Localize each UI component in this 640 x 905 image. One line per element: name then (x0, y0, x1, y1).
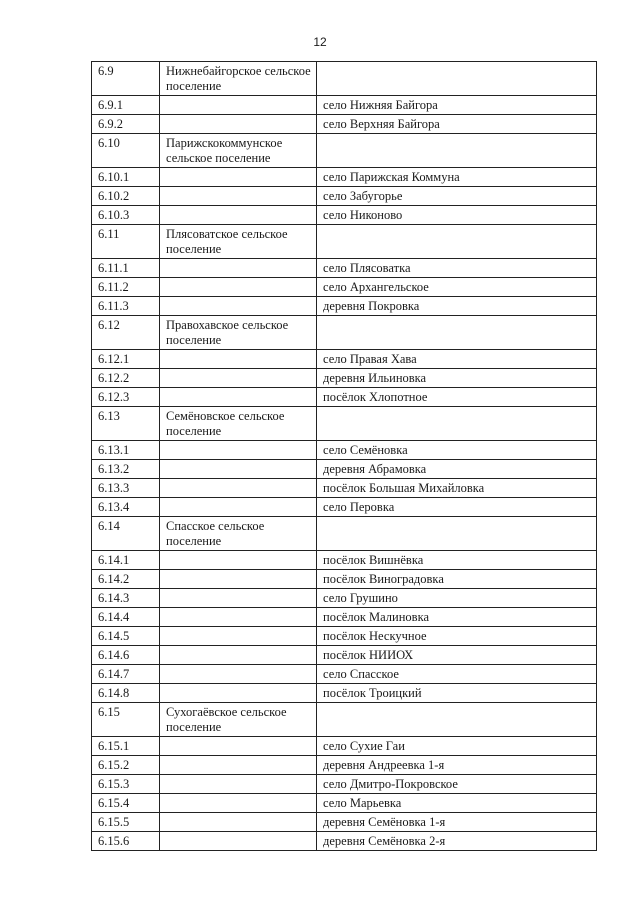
locality-name-cell: посёлок Троицкий (317, 684, 597, 703)
row-number-cell: 6.10.3 (92, 206, 160, 225)
row-number-cell: 6.13.1 (92, 441, 160, 460)
row-number-cell: 6.14.2 (92, 570, 160, 589)
locality-name-cell: посёлок Малиновка (317, 608, 597, 627)
locality-name-cell: посёлок Виноградовка (317, 570, 597, 589)
settlement-row (92, 407, 597, 441)
locality-name-cell: село Дмитро-Покровское (317, 775, 597, 794)
locality-row (92, 665, 597, 684)
settlement-name-cell (160, 684, 317, 703)
locality-row (92, 278, 597, 297)
locality-name-cell: посёлок Хлопотное (317, 388, 597, 407)
locality-name-cell: деревня Семёновка 1-я (317, 813, 597, 832)
settlement-row (92, 62, 597, 96)
settlement-name-cell: Семёновское сельское поселение (160, 407, 317, 441)
locality-name-cell: село Никоново (317, 206, 597, 225)
settlement-name-cell (160, 187, 317, 206)
settlement-row (92, 225, 597, 259)
row-number-cell: 6.12.2 (92, 369, 160, 388)
row-number-cell: 6.15.6 (92, 832, 160, 851)
settlement-name-cell (160, 441, 317, 460)
row-number-cell: 6.10 (92, 134, 160, 168)
locality-row (92, 96, 597, 115)
locality-name-cell: деревня Андреевка 1-я (317, 756, 597, 775)
row-number-cell: 6.13.2 (92, 460, 160, 479)
row-number-cell: 6.12.1 (92, 350, 160, 369)
row-number-cell: 6.10.1 (92, 168, 160, 187)
locality-row (92, 168, 597, 187)
locality-name-cell: посёлок НИИОХ (317, 646, 597, 665)
locality-name-cell: посёлок Вишнёвка (317, 551, 597, 570)
locality-row (92, 684, 597, 703)
locality-name-cell (317, 62, 597, 96)
row-number-cell: 6.13.4 (92, 498, 160, 517)
locality-name-cell: село Марьевка (317, 794, 597, 813)
row-number-cell: 6.9.1 (92, 96, 160, 115)
locality-name-cell: деревня Абрамовка (317, 460, 597, 479)
locality-row (92, 570, 597, 589)
locality-name-cell: село Плясоватка (317, 259, 597, 278)
locality-name-cell: село Правая Хава (317, 350, 597, 369)
row-number-cell: 6.14.3 (92, 589, 160, 608)
row-number-cell: 6.15.1 (92, 737, 160, 756)
row-number-cell: 6.10.2 (92, 187, 160, 206)
settlement-name-cell (160, 115, 317, 134)
row-number-cell: 6.11.1 (92, 259, 160, 278)
locality-row (92, 646, 597, 665)
settlement-name-cell (160, 297, 317, 316)
settlement-name-cell (160, 498, 317, 517)
locality-name-cell (317, 517, 597, 551)
locality-row (92, 206, 597, 225)
settlement-name-cell (160, 665, 317, 684)
settlement-name-cell (160, 570, 317, 589)
locality-row (92, 460, 597, 479)
page-number: 12 (313, 35, 327, 49)
settlement-name-cell (160, 206, 317, 225)
locality-row (92, 369, 597, 388)
row-number-cell: 6.13.3 (92, 479, 160, 498)
locality-row (92, 350, 597, 369)
settlement-name-cell (160, 813, 317, 832)
row-number-cell: 6.11.2 (92, 278, 160, 297)
locality-name-cell: село Спасское (317, 665, 597, 684)
row-number-cell: 6.14.4 (92, 608, 160, 627)
settlement-name-cell (160, 589, 317, 608)
settlement-name-cell (160, 627, 317, 646)
locality-name-cell: село Нижняя Байгора (317, 96, 597, 115)
settlement-name-cell (160, 388, 317, 407)
settlement-name-cell (160, 259, 317, 278)
row-number-cell: 6.14.7 (92, 665, 160, 684)
locality-name-cell (317, 316, 597, 350)
row-number-cell: 6.12.3 (92, 388, 160, 407)
settlement-name-cell: Спасское сельское поселение (160, 517, 317, 551)
settlement-name-cell (160, 460, 317, 479)
row-number-cell: 6.15.3 (92, 775, 160, 794)
locality-name-cell: село Семёновка (317, 441, 597, 460)
locality-name-cell (317, 134, 597, 168)
settlement-row (92, 517, 597, 551)
locality-row (92, 813, 597, 832)
settlement-name-cell: Правохавское сельское поселение (160, 316, 317, 350)
row-number-cell: 6.15.5 (92, 813, 160, 832)
locality-row (92, 479, 597, 498)
settlement-name-cell (160, 832, 317, 851)
settlement-name-cell (160, 96, 317, 115)
settlement-name-cell: Сухогаёвское сельское поселение (160, 703, 317, 737)
settlement-row (92, 316, 597, 350)
settlement-name-cell (160, 756, 317, 775)
locality-name-cell (317, 703, 597, 737)
locality-row (92, 832, 597, 851)
settlement-row (92, 134, 597, 168)
settlement-name-cell: Нижнебайгорское сельское поселение (160, 62, 317, 96)
settlement-row (92, 703, 597, 737)
locality-row (92, 259, 597, 278)
settlement-name-cell (160, 608, 317, 627)
row-number-cell: 6.15.4 (92, 794, 160, 813)
locality-row (92, 756, 597, 775)
settlement-name-cell (160, 369, 317, 388)
locality-row (92, 794, 597, 813)
row-number-cell: 6.14.8 (92, 684, 160, 703)
settlement-name-cell (160, 737, 317, 756)
row-number-cell: 6.11.3 (92, 297, 160, 316)
row-number-cell: 6.14.5 (92, 627, 160, 646)
row-number-cell: 6.13 (92, 407, 160, 441)
row-number-cell: 6.15.2 (92, 756, 160, 775)
settlements-table (91, 61, 597, 851)
locality-name-cell (317, 407, 597, 441)
locality-name-cell: деревня Семёновка 2-я (317, 832, 597, 851)
locality-row (92, 187, 597, 206)
locality-row (92, 388, 597, 407)
locality-name-cell: посёлок Нескучное (317, 627, 597, 646)
locality-row (92, 498, 597, 517)
locality-name-cell: деревня Ильиновка (317, 369, 597, 388)
locality-row (92, 551, 597, 570)
locality-name-cell (317, 225, 597, 259)
row-number-cell: 6.14.6 (92, 646, 160, 665)
locality-row (92, 737, 597, 756)
row-number-cell: 6.11 (92, 225, 160, 259)
locality-name-cell: село Грушино (317, 589, 597, 608)
row-number-cell: 6.14 (92, 517, 160, 551)
row-number-cell: 6.15 (92, 703, 160, 737)
locality-name-cell: село Забугорье (317, 187, 597, 206)
row-number-cell: 6.14.1 (92, 551, 160, 570)
locality-row (92, 115, 597, 134)
locality-name-cell: село Архангельское (317, 278, 597, 297)
locality-row (92, 608, 597, 627)
locality-name-cell: деревня Покровка (317, 297, 597, 316)
settlement-name-cell (160, 350, 317, 369)
locality-name-cell: село Перовка (317, 498, 597, 517)
row-number-cell: 6.9 (92, 62, 160, 96)
settlement-name-cell (160, 775, 317, 794)
locality-row (92, 775, 597, 794)
settlement-name-cell (160, 551, 317, 570)
locality-row (92, 441, 597, 460)
row-number-cell: 6.9.2 (92, 115, 160, 134)
settlement-name-cell (160, 168, 317, 187)
row-number-cell: 6.12 (92, 316, 160, 350)
settlement-name-cell (160, 278, 317, 297)
locality-row (92, 297, 597, 316)
locality-name-cell: село Сухие Гаи (317, 737, 597, 756)
locality-name-cell: посёлок Большая Михайловка (317, 479, 597, 498)
settlement-name-cell (160, 479, 317, 498)
settlement-name-cell: Парижскокоммунское сельское поселение (160, 134, 317, 168)
settlement-name-cell (160, 794, 317, 813)
locality-row (92, 627, 597, 646)
settlement-name-cell: Плясоватское сельское поселение (160, 225, 317, 259)
locality-name-cell: село Верхняя Байгора (317, 115, 597, 134)
settlements-table-body (92, 62, 597, 851)
locality-name-cell: село Парижская Коммуна (317, 168, 597, 187)
locality-row (92, 589, 597, 608)
settlement-name-cell (160, 646, 317, 665)
